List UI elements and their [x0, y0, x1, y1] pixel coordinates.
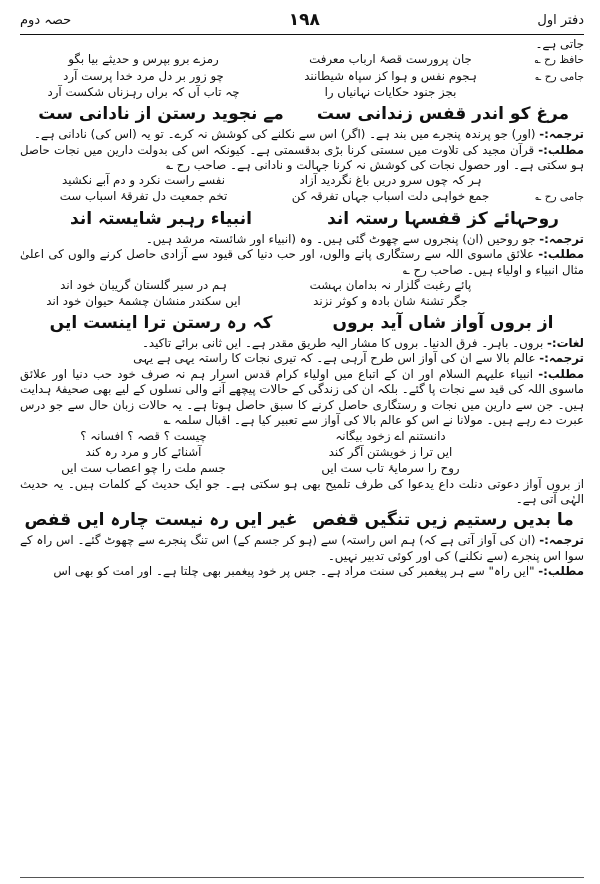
verse-hemistich-second: تخم جمعیت دل تفرقۂ اسباب ست — [59, 189, 228, 204]
verse-hemistich-second: چو زور بر دل مرد خدا پرست آرد — [63, 68, 224, 83]
prose-paragraph — [20, 351, 584, 366]
page-number: ۱۹۸ — [288, 10, 320, 30]
poet-attribution: جامی رح ؎ — [535, 191, 584, 204]
verse-hemistich-first: جمع خواہی دلت اسباب جہاں تفرقہ کن — [291, 189, 490, 204]
paragraph-text: جاتی ہے۔ — [535, 37, 584, 51]
paragraph-text: بروں۔ باہر۔ فرق الدنیا۔ بروں کا مشار الیہ طریق مقدر ہے۔ ایں ثانی برائے تاکید۔ — [142, 336, 544, 351]
paragraph-text: عالم بالا سے ان کی آواز اس طرح آرہی ہے۔ کہ تیری نجات کا راستہ یہی ہے یہی — [133, 351, 536, 366]
verse-hemistich-first: ہر کہ چوں سرو دریں باغ نگردید آزاد — [299, 173, 482, 188]
verse-hemistich-first: روح را سرمایۂ تاب ست ایں — [321, 460, 460, 475]
running-header — [20, 6, 584, 35]
paragraph-label: ترجمہ:- — [539, 231, 584, 246]
verse-hemistich-second: ایں سکندر منشان چشمۂ حیوان خود اند — [46, 294, 241, 309]
verse-hemistich-second: چہ تاب آں کہ براں رہزناں شکست آرد — [47, 85, 240, 100]
section-label: حصہ دوم — [20, 12, 72, 28]
couplet-second-line: مے نجوید رستن از نادانی ست — [38, 104, 284, 125]
paragraph-text: قرآن مجید کی تلاوت میں سستی کرنا بڑی بدقسمتی ہے۔ کیونکہ اس کی بدولت دارین میں نجات حاصل ہو سکتی ہے۔ اور حصول نجات کی کوشش نہ کرنا جہالت و نادانی ہے۔ صاحب رح ؎ — [20, 142, 584, 173]
couplet-first-line: از بروں آواز شاں آید بروں — [332, 313, 554, 334]
verse-hemistich-second: رمزے برو بپرس و حدیثے بیا بگو — [68, 52, 219, 67]
paragraph-label: مطلب:- — [538, 564, 584, 579]
verse-hemistich-first: ہجوم نفس و ہوا کز سپاہ شیطانند — [304, 68, 477, 83]
verse-couplet — [20, 189, 584, 205]
page-body — [20, 37, 584, 580]
prose-paragraph — [20, 247, 584, 278]
verse-couplet — [20, 85, 584, 101]
verse-couplet — [20, 173, 584, 189]
prose-paragraph — [20, 127, 584, 142]
verse-couplet — [20, 52, 584, 68]
paragraph-label: ترجمہ:- — [539, 533, 584, 548]
couplet-second-line: کہ رہ رستن ترا اینست ایں — [49, 313, 273, 334]
bottom-rule — [20, 877, 584, 878]
paragraph-text: جو روحیں (ان) پنجروں سے چھوٹ گئی ہیں۔ وہ (انبیاء اور شائستہ مرشد ہیں۔ — [145, 231, 536, 246]
paragraph-label: مطلب:- — [538, 142, 584, 157]
masnavi-couplet — [20, 508, 584, 532]
paragraph-label: ترجمہ:- — [539, 351, 584, 366]
prose-paragraph — [20, 232, 584, 247]
paragraph-text: "ایں راہ" سے ہر پیغمبر کی سنت مراد ہے۔ جس پر خود پیغمبر بھی چلتا ہے۔ اور امت کو بھی اس — [53, 564, 535, 579]
verse-hemistich-first: پائے رغبت گلزار نہ بدامان بہشت — [309, 278, 472, 293]
verse-hemistich-first: ایں ترا ز خویشتن آگر کند — [328, 444, 453, 459]
prose-paragraph — [20, 533, 584, 564]
prose-paragraph — [20, 477, 584, 508]
verse-hemistich-second: جسم ملت را چو اعصاب ست ایں — [61, 460, 226, 475]
poet-attribution: جامی رح ؎ — [535, 70, 584, 83]
verse-hemistich-second: ہم در سیر گلستان گریبان خود اند — [60, 278, 227, 293]
paragraph-label: مطلب:- — [538, 247, 584, 262]
paragraph-text: از بروں آواز دعوتی دنلت داع یدعوا کی طرف تلمیح بھی ہو سکتی ہے۔ جو ایک حدیث کے کلمات ہیں۔ یہ حدیث الہٰی آتی ہے۔ — [20, 476, 584, 506]
book-label: دفتر اول — [537, 12, 584, 28]
paragraph-label: ترجمہ:- — [539, 127, 584, 142]
verse-couplet — [20, 461, 584, 477]
paragraph-text: انبیاء علیہم السلام اور ان کے اتباع میں اولیاء کرام قدس اسرار ہم نہ صرف خود حب دنیا اور علائق ماسوی اللہ کی قید سے نجات پا گئے۔ بلکہ ان کی زندگی کے حالات پیچھے آنے والی نسلوں کے لیے بھی صحیفۂ ہدایت ہیں۔ جن سے دارین میں نجات و رستگاری حاصل کرنے کا سبق حاصل ہوتا ہے۔ یہ حالات زبان حال سے جو درس عبرت دے رہے ہیں۔ مولانا نے اس کو عالم بالا کی آواز سے تعبیر کیا ہے۔ اقبال سلمہ ؎ — [20, 366, 584, 428]
verse-couplet — [20, 69, 584, 85]
poet-attribution: حافظ رح ؎ — [534, 54, 584, 67]
paragraph-label: مطلب:- — [538, 366, 584, 381]
masnavi-couplet — [20, 102, 584, 126]
couplet-first-line: روحہائے کز قفسہا رستہ اند — [327, 208, 559, 229]
verse-hemistich-second: آشنائے کار و مرد رہ کند — [85, 444, 202, 459]
verse-couplet — [20, 445, 584, 461]
prose-paragraph — [20, 336, 584, 351]
masnavi-couplet — [20, 207, 584, 231]
verse-hemistich-first: بجز جنود حکایات نہانیاں را — [324, 85, 457, 100]
prose-paragraph — [20, 143, 584, 174]
prose-paragraph — [20, 564, 584, 579]
paragraph-text: (ان کی آواز آتی ہے کہ) ہم اس راستہ) سے (ہو کر جسم کے) اس تنگ پنجرے سے چھوٹ گئے۔ اس راہ کے سوا اس پنجرے (سے نکلنے) کی اور کوئی تدبیر نہیں۔ — [20, 533, 584, 563]
verse-hemistich-second: نفسے راست نکرد و دم آبے نکشید — [62, 173, 225, 188]
verse-hemistich-first: دانستنم اے زخود بیگانہ — [335, 428, 446, 443]
paragraph-label: لغات:- — [547, 336, 584, 351]
verse-hemistich-first: جگر تشنۂ شان بادہ و کوثر نزند — [313, 294, 468, 309]
masnavi-couplet — [20, 311, 584, 335]
verse-couplet — [20, 278, 584, 294]
couplet-second-line: انبیاء رہبر شایستہ اند — [70, 208, 252, 229]
verse-hemistich-first: جان پرورست قصۂ ارباب معرفت — [309, 52, 472, 67]
couplet-second-line: غیر ایں رہ نیست چارہ ایں قفص — [24, 510, 298, 531]
couplet-first-line: ما بدیں رستیم زیں تنگیں قفص — [312, 510, 574, 531]
verse-couplet — [20, 429, 584, 445]
verse-hemistich-second: چیست ؟ قصہ ؟ افسانہ ؟ — [80, 428, 207, 443]
prose-paragraph — [20, 37, 584, 52]
paragraph-text: (اور) جو پرندہ پنجرے میں بند ہے۔ (اگر) اس سے نکلنے کی کوشش نہ کرے۔ تو یہ (اس کی) نادانی ہے۔ — [33, 127, 536, 142]
couplet-first-line: مرغ کو اندر قفس زندانی ست — [316, 104, 570, 125]
verse-couplet — [20, 294, 584, 310]
prose-paragraph — [20, 367, 584, 429]
paragraph-text: علائق ماسوی اللہ سے رستگاری پانے والوں، اور حب دنیا کی قیود سے آزادی حاصل کرنے والوں کی اعلیٰ مثال انبیاء و اولیاء ہیں۔ صاحب رح ؎ — [20, 247, 584, 277]
